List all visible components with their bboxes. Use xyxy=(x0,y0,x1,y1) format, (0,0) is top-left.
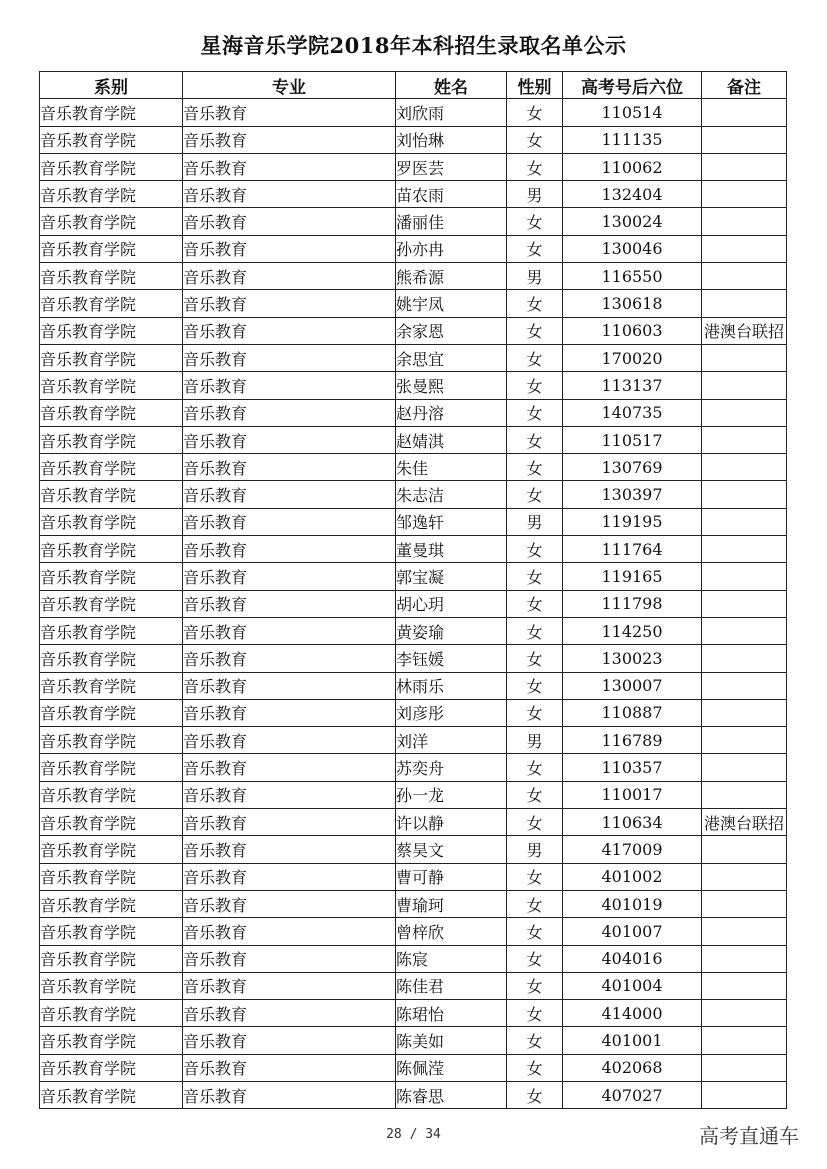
cell-exam-id: 401001 xyxy=(563,1027,702,1054)
cell-department: 音乐教育学院 xyxy=(40,263,183,290)
cell-name: 孙亦冉 xyxy=(396,235,507,262)
cell-exam-id: 130397 xyxy=(563,481,702,508)
cell-note xyxy=(702,890,787,917)
cell-gender: 男 xyxy=(507,508,563,535)
cell-department: 音乐教育学院 xyxy=(40,1081,183,1108)
cell-exam-id: 401004 xyxy=(563,972,702,999)
cell-major: 音乐教育 xyxy=(183,672,396,699)
cell-note xyxy=(702,153,787,180)
cell-name: 刘洋 xyxy=(396,727,507,754)
cell-note xyxy=(702,454,787,481)
cell-note xyxy=(702,754,787,781)
table-row xyxy=(40,153,787,180)
cell-exam-id: 414000 xyxy=(563,1000,702,1027)
column-header-note: 备注 xyxy=(702,72,787,99)
cell-department: 音乐教育学院 xyxy=(40,809,183,836)
cell-note xyxy=(702,918,787,945)
cell-major: 音乐教育 xyxy=(183,454,396,481)
cell-exam-id: 401007 xyxy=(563,918,702,945)
cell-major: 音乐教育 xyxy=(183,945,396,972)
cell-exam-id: 110514 xyxy=(563,99,702,126)
cell-note xyxy=(702,344,787,371)
cell-name: 朱佳 xyxy=(396,454,507,481)
cell-gender: 女 xyxy=(507,1027,563,1054)
cell-exam-id: 110517 xyxy=(563,426,702,453)
cell-gender: 男 xyxy=(507,836,563,863)
cell-note xyxy=(702,372,787,399)
cell-exam-id: 130618 xyxy=(563,290,702,317)
cell-major: 音乐教育 xyxy=(183,153,396,180)
cell-exam-id: 111135 xyxy=(563,126,702,153)
table-row xyxy=(40,235,787,262)
cell-gender: 女 xyxy=(507,1000,563,1027)
cell-note xyxy=(702,263,787,290)
cell-name: 蔡昊文 xyxy=(396,836,507,863)
cell-major: 音乐教育 xyxy=(183,972,396,999)
cell-exam-id: 417009 xyxy=(563,836,702,863)
cell-gender: 女 xyxy=(507,699,563,726)
table-row xyxy=(40,426,787,453)
cell-note xyxy=(702,727,787,754)
cell-gender: 女 xyxy=(507,454,563,481)
cell-name: 陈宸 xyxy=(396,945,507,972)
cell-gender: 女 xyxy=(507,890,563,917)
cell-exam-id: 132404 xyxy=(563,181,702,208)
cell-major: 音乐教育 xyxy=(183,372,396,399)
cell-major: 音乐教育 xyxy=(183,918,396,945)
table-body xyxy=(40,99,787,1109)
cell-note xyxy=(702,945,787,972)
cell-name: 刘彦彤 xyxy=(396,699,507,726)
cell-name: 许以静 xyxy=(396,809,507,836)
cell-note xyxy=(702,781,787,808)
cell-department: 音乐教育学院 xyxy=(40,563,183,590)
cell-gender: 女 xyxy=(507,235,563,262)
cell-major: 音乐教育 xyxy=(183,645,396,672)
cell-major: 音乐教育 xyxy=(183,1000,396,1027)
cell-name: 苏奕舟 xyxy=(396,754,507,781)
cell-name: 董曼琪 xyxy=(396,536,507,563)
table-row xyxy=(40,1081,787,1108)
cell-note xyxy=(702,699,787,726)
cell-department: 音乐教育学院 xyxy=(40,181,183,208)
cell-department: 音乐教育学院 xyxy=(40,1000,183,1027)
cell-exam-id: 401019 xyxy=(563,890,702,917)
cell-department: 音乐教育学院 xyxy=(40,617,183,644)
cell-name: 刘欣雨 xyxy=(396,99,507,126)
table-row xyxy=(40,263,787,290)
cell-gender: 女 xyxy=(507,153,563,180)
table-row xyxy=(40,344,787,371)
cell-gender: 女 xyxy=(507,563,563,590)
admission-table xyxy=(39,71,787,1109)
table-row xyxy=(40,727,787,754)
column-header-exam-id: 高考号后六位 xyxy=(563,72,702,99)
cell-department: 音乐教育学院 xyxy=(40,645,183,672)
cell-exam-id: 130046 xyxy=(563,235,702,262)
cell-department: 音乐教育学院 xyxy=(40,890,183,917)
table-row xyxy=(40,918,787,945)
cell-department: 音乐教育学院 xyxy=(40,399,183,426)
cell-major: 音乐教育 xyxy=(183,863,396,890)
cell-gender: 女 xyxy=(507,126,563,153)
cell-department: 音乐教育学院 xyxy=(40,344,183,371)
table-row xyxy=(40,1027,787,1054)
cell-major: 音乐教育 xyxy=(183,317,396,344)
cell-gender: 女 xyxy=(507,918,563,945)
cell-name: 陈睿思 xyxy=(396,1081,507,1108)
cell-name: 陈佳君 xyxy=(396,972,507,999)
cell-major: 音乐教育 xyxy=(183,181,396,208)
cell-major: 音乐教育 xyxy=(183,1081,396,1108)
cell-exam-id: 407027 xyxy=(563,1081,702,1108)
cell-name: 余家恩 xyxy=(396,317,507,344)
cell-name: 刘怡琳 xyxy=(396,126,507,153)
table-row xyxy=(40,590,787,617)
cell-gender: 女 xyxy=(507,754,563,781)
table-row xyxy=(40,1000,787,1027)
cell-department: 音乐教育学院 xyxy=(40,536,183,563)
table-row xyxy=(40,399,787,426)
table-row xyxy=(40,454,787,481)
cell-major: 音乐教育 xyxy=(183,809,396,836)
cell-gender: 女 xyxy=(507,372,563,399)
cell-name: 林雨乐 xyxy=(396,672,507,699)
cell-major: 音乐教育 xyxy=(183,781,396,808)
table-row xyxy=(40,781,787,808)
cell-department: 音乐教育学院 xyxy=(40,781,183,808)
cell-gender: 女 xyxy=(507,972,563,999)
cell-note xyxy=(702,563,787,590)
column-header-name: 姓名 xyxy=(396,72,507,99)
cell-department: 音乐教育学院 xyxy=(40,672,183,699)
cell-name: 朱志洁 xyxy=(396,481,507,508)
cell-major: 音乐教育 xyxy=(183,235,396,262)
cell-exam-id: 110357 xyxy=(563,754,702,781)
cell-exam-id: 404016 xyxy=(563,945,702,972)
cell-gender: 女 xyxy=(507,645,563,672)
cell-gender: 女 xyxy=(507,426,563,453)
cell-exam-id: 114250 xyxy=(563,617,702,644)
cell-exam-id: 116550 xyxy=(563,263,702,290)
cell-exam-id: 110634 xyxy=(563,809,702,836)
cell-note xyxy=(702,1000,787,1027)
cell-gender: 女 xyxy=(507,290,563,317)
cell-major: 音乐教育 xyxy=(183,263,396,290)
cell-gender: 女 xyxy=(507,617,563,644)
cell-name: 赵婧淇 xyxy=(396,426,507,453)
cell-department: 音乐教育学院 xyxy=(40,481,183,508)
cell-name: 张曼熙 xyxy=(396,372,507,399)
table-row xyxy=(40,181,787,208)
cell-gender: 女 xyxy=(507,399,563,426)
cell-exam-id: 401002 xyxy=(563,863,702,890)
cell-department: 音乐教育学院 xyxy=(40,699,183,726)
cell-gender: 女 xyxy=(507,1054,563,1081)
cell-major: 音乐教育 xyxy=(183,590,396,617)
cell-gender: 女 xyxy=(507,590,563,617)
column-header-major: 专业 xyxy=(183,72,396,99)
table-row xyxy=(40,645,787,672)
table-row xyxy=(40,508,787,535)
cell-note xyxy=(702,1027,787,1054)
cell-exam-id: 402068 xyxy=(563,1054,702,1081)
cell-major: 音乐教育 xyxy=(183,617,396,644)
cell-department: 音乐教育学院 xyxy=(40,454,183,481)
cell-department: 音乐教育学院 xyxy=(40,945,183,972)
cell-department: 音乐教育学院 xyxy=(40,727,183,754)
cell-note xyxy=(702,1081,787,1108)
table-row xyxy=(40,372,787,399)
cell-department: 音乐教育学院 xyxy=(40,754,183,781)
table-row xyxy=(40,754,787,781)
cell-note xyxy=(702,481,787,508)
table-row xyxy=(40,617,787,644)
cell-department: 音乐教育学院 xyxy=(40,126,183,153)
cell-exam-id: 111764 xyxy=(563,536,702,563)
cell-major: 音乐教育 xyxy=(183,126,396,153)
cell-department: 音乐教育学院 xyxy=(40,208,183,235)
table-row xyxy=(40,809,787,836)
cell-major: 音乐教育 xyxy=(183,1054,396,1081)
cell-name: 曹瑜珂 xyxy=(396,890,507,917)
cell-department: 音乐教育学院 xyxy=(40,317,183,344)
cell-gender: 女 xyxy=(507,809,563,836)
cell-exam-id: 113137 xyxy=(563,372,702,399)
cell-major: 音乐教育 xyxy=(183,99,396,126)
cell-note xyxy=(702,863,787,890)
cell-major: 音乐教育 xyxy=(183,890,396,917)
cell-note xyxy=(702,836,787,863)
cell-major: 音乐教育 xyxy=(183,699,396,726)
table-row xyxy=(40,126,787,153)
cell-name: 苗农雨 xyxy=(396,181,507,208)
cell-major: 音乐教育 xyxy=(183,208,396,235)
cell-name: 赵丹溶 xyxy=(396,399,507,426)
cell-gender: 女 xyxy=(507,863,563,890)
cell-department: 音乐教育学院 xyxy=(40,590,183,617)
table-row xyxy=(40,863,787,890)
cell-department: 音乐教育学院 xyxy=(40,235,183,262)
cell-department: 音乐教育学院 xyxy=(40,863,183,890)
table-row xyxy=(40,536,787,563)
cell-exam-id: 130769 xyxy=(563,454,702,481)
table-row xyxy=(40,890,787,917)
cell-note xyxy=(702,126,787,153)
table-row xyxy=(40,1054,787,1081)
cell-note: 港澳台联招 xyxy=(702,317,787,344)
cell-name: 陈美如 xyxy=(396,1027,507,1054)
table-row xyxy=(40,672,787,699)
cell-department: 音乐教育学院 xyxy=(40,508,183,535)
cell-exam-id: 110062 xyxy=(563,153,702,180)
table-row xyxy=(40,208,787,235)
cell-name: 孙一龙 xyxy=(396,781,507,808)
table-row xyxy=(40,481,787,508)
table-header-row xyxy=(40,72,787,99)
cell-exam-id: 140735 xyxy=(563,399,702,426)
cell-name: 曹可静 xyxy=(396,863,507,890)
cell-name: 黄姿瑜 xyxy=(396,617,507,644)
cell-gender: 男 xyxy=(507,727,563,754)
cell-name: 陈佩滢 xyxy=(396,1054,507,1081)
cell-note xyxy=(702,645,787,672)
cell-department: 音乐教育学院 xyxy=(40,1027,183,1054)
table-row xyxy=(40,836,787,863)
cell-major: 音乐教育 xyxy=(183,344,396,371)
cell-note xyxy=(702,972,787,999)
cell-exam-id: 119165 xyxy=(563,563,702,590)
cell-major: 音乐教育 xyxy=(183,290,396,317)
cell-major: 音乐教育 xyxy=(183,426,396,453)
cell-exam-id: 119195 xyxy=(563,508,702,535)
cell-department: 音乐教育学院 xyxy=(40,99,183,126)
column-header-department: 系别 xyxy=(40,72,183,99)
cell-note xyxy=(702,617,787,644)
table-row xyxy=(40,699,787,726)
cell-name: 余思宜 xyxy=(396,344,507,371)
cell-exam-id: 110603 xyxy=(563,317,702,344)
cell-gender: 女 xyxy=(507,208,563,235)
cell-gender: 女 xyxy=(507,536,563,563)
cell-exam-id: 110887 xyxy=(563,699,702,726)
cell-name: 邹逸轩 xyxy=(396,508,507,535)
cell-note: 港澳台联招 xyxy=(702,809,787,836)
cell-major: 音乐教育 xyxy=(183,836,396,863)
cell-note xyxy=(702,99,787,126)
cell-major: 音乐教育 xyxy=(183,481,396,508)
cell-major: 音乐教育 xyxy=(183,563,396,590)
cell-exam-id: 170020 xyxy=(563,344,702,371)
cell-gender: 女 xyxy=(507,672,563,699)
cell-note xyxy=(702,399,787,426)
table-row xyxy=(40,290,787,317)
cell-department: 音乐教育学院 xyxy=(40,290,183,317)
cell-gender: 男 xyxy=(507,181,563,208)
cell-name: 潘丽佳 xyxy=(396,208,507,235)
cell-gender: 女 xyxy=(507,317,563,344)
watermark-text: 高考直通车 xyxy=(699,1124,799,1148)
cell-note xyxy=(702,590,787,617)
cell-department: 音乐教育学院 xyxy=(40,836,183,863)
cell-name: 胡心玥 xyxy=(396,590,507,617)
cell-name: 曾梓欣 xyxy=(396,918,507,945)
cell-major: 音乐教育 xyxy=(183,754,396,781)
cell-department: 音乐教育学院 xyxy=(40,372,183,399)
cell-name: 熊希源 xyxy=(396,263,507,290)
cell-note xyxy=(702,235,787,262)
cell-note xyxy=(702,290,787,317)
cell-exam-id: 110017 xyxy=(563,781,702,808)
cell-department: 音乐教育学院 xyxy=(40,426,183,453)
table-row xyxy=(40,972,787,999)
cell-gender: 男 xyxy=(507,263,563,290)
cell-exam-id: 116789 xyxy=(563,727,702,754)
cell-exam-id: 111798 xyxy=(563,590,702,617)
table-row xyxy=(40,563,787,590)
cell-major: 音乐教育 xyxy=(183,727,396,754)
column-header-gender: 性别 xyxy=(507,72,563,99)
cell-gender: 女 xyxy=(507,99,563,126)
cell-note xyxy=(702,1054,787,1081)
table-row xyxy=(40,99,787,126)
cell-major: 音乐教育 xyxy=(183,1027,396,1054)
cell-name: 罗医芸 xyxy=(396,153,507,180)
page-indicator: 28 / 34 xyxy=(386,1127,441,1142)
cell-exam-id: 130024 xyxy=(563,208,702,235)
cell-note xyxy=(702,181,787,208)
table-row xyxy=(40,317,787,344)
cell-department: 音乐教育学院 xyxy=(40,918,183,945)
cell-major: 音乐教育 xyxy=(183,508,396,535)
cell-name: 郭宝凝 xyxy=(396,563,507,590)
cell-name: 姚宇凤 xyxy=(396,290,507,317)
cell-note xyxy=(702,208,787,235)
cell-gender: 女 xyxy=(507,344,563,371)
cell-department: 音乐教育学院 xyxy=(40,153,183,180)
cell-major: 音乐教育 xyxy=(183,399,396,426)
cell-exam-id: 130023 xyxy=(563,645,702,672)
cell-gender: 女 xyxy=(507,481,563,508)
table-row xyxy=(40,945,787,972)
cell-department: 音乐教育学院 xyxy=(40,1054,183,1081)
page-title: 星海音乐学院2018年本科招生录取名单公示 xyxy=(200,33,627,58)
cell-name: 李钰媛 xyxy=(396,645,507,672)
cell-gender: 女 xyxy=(507,781,563,808)
cell-major: 音乐教育 xyxy=(183,536,396,563)
cell-gender: 女 xyxy=(507,1081,563,1108)
cell-note xyxy=(702,672,787,699)
cell-note xyxy=(702,426,787,453)
cell-gender: 女 xyxy=(507,945,563,972)
cell-department: 音乐教育学院 xyxy=(40,972,183,999)
cell-note xyxy=(702,508,787,535)
cell-name: 陈珺怡 xyxy=(396,1000,507,1027)
cell-exam-id: 130007 xyxy=(563,672,702,699)
cell-note xyxy=(702,536,787,563)
